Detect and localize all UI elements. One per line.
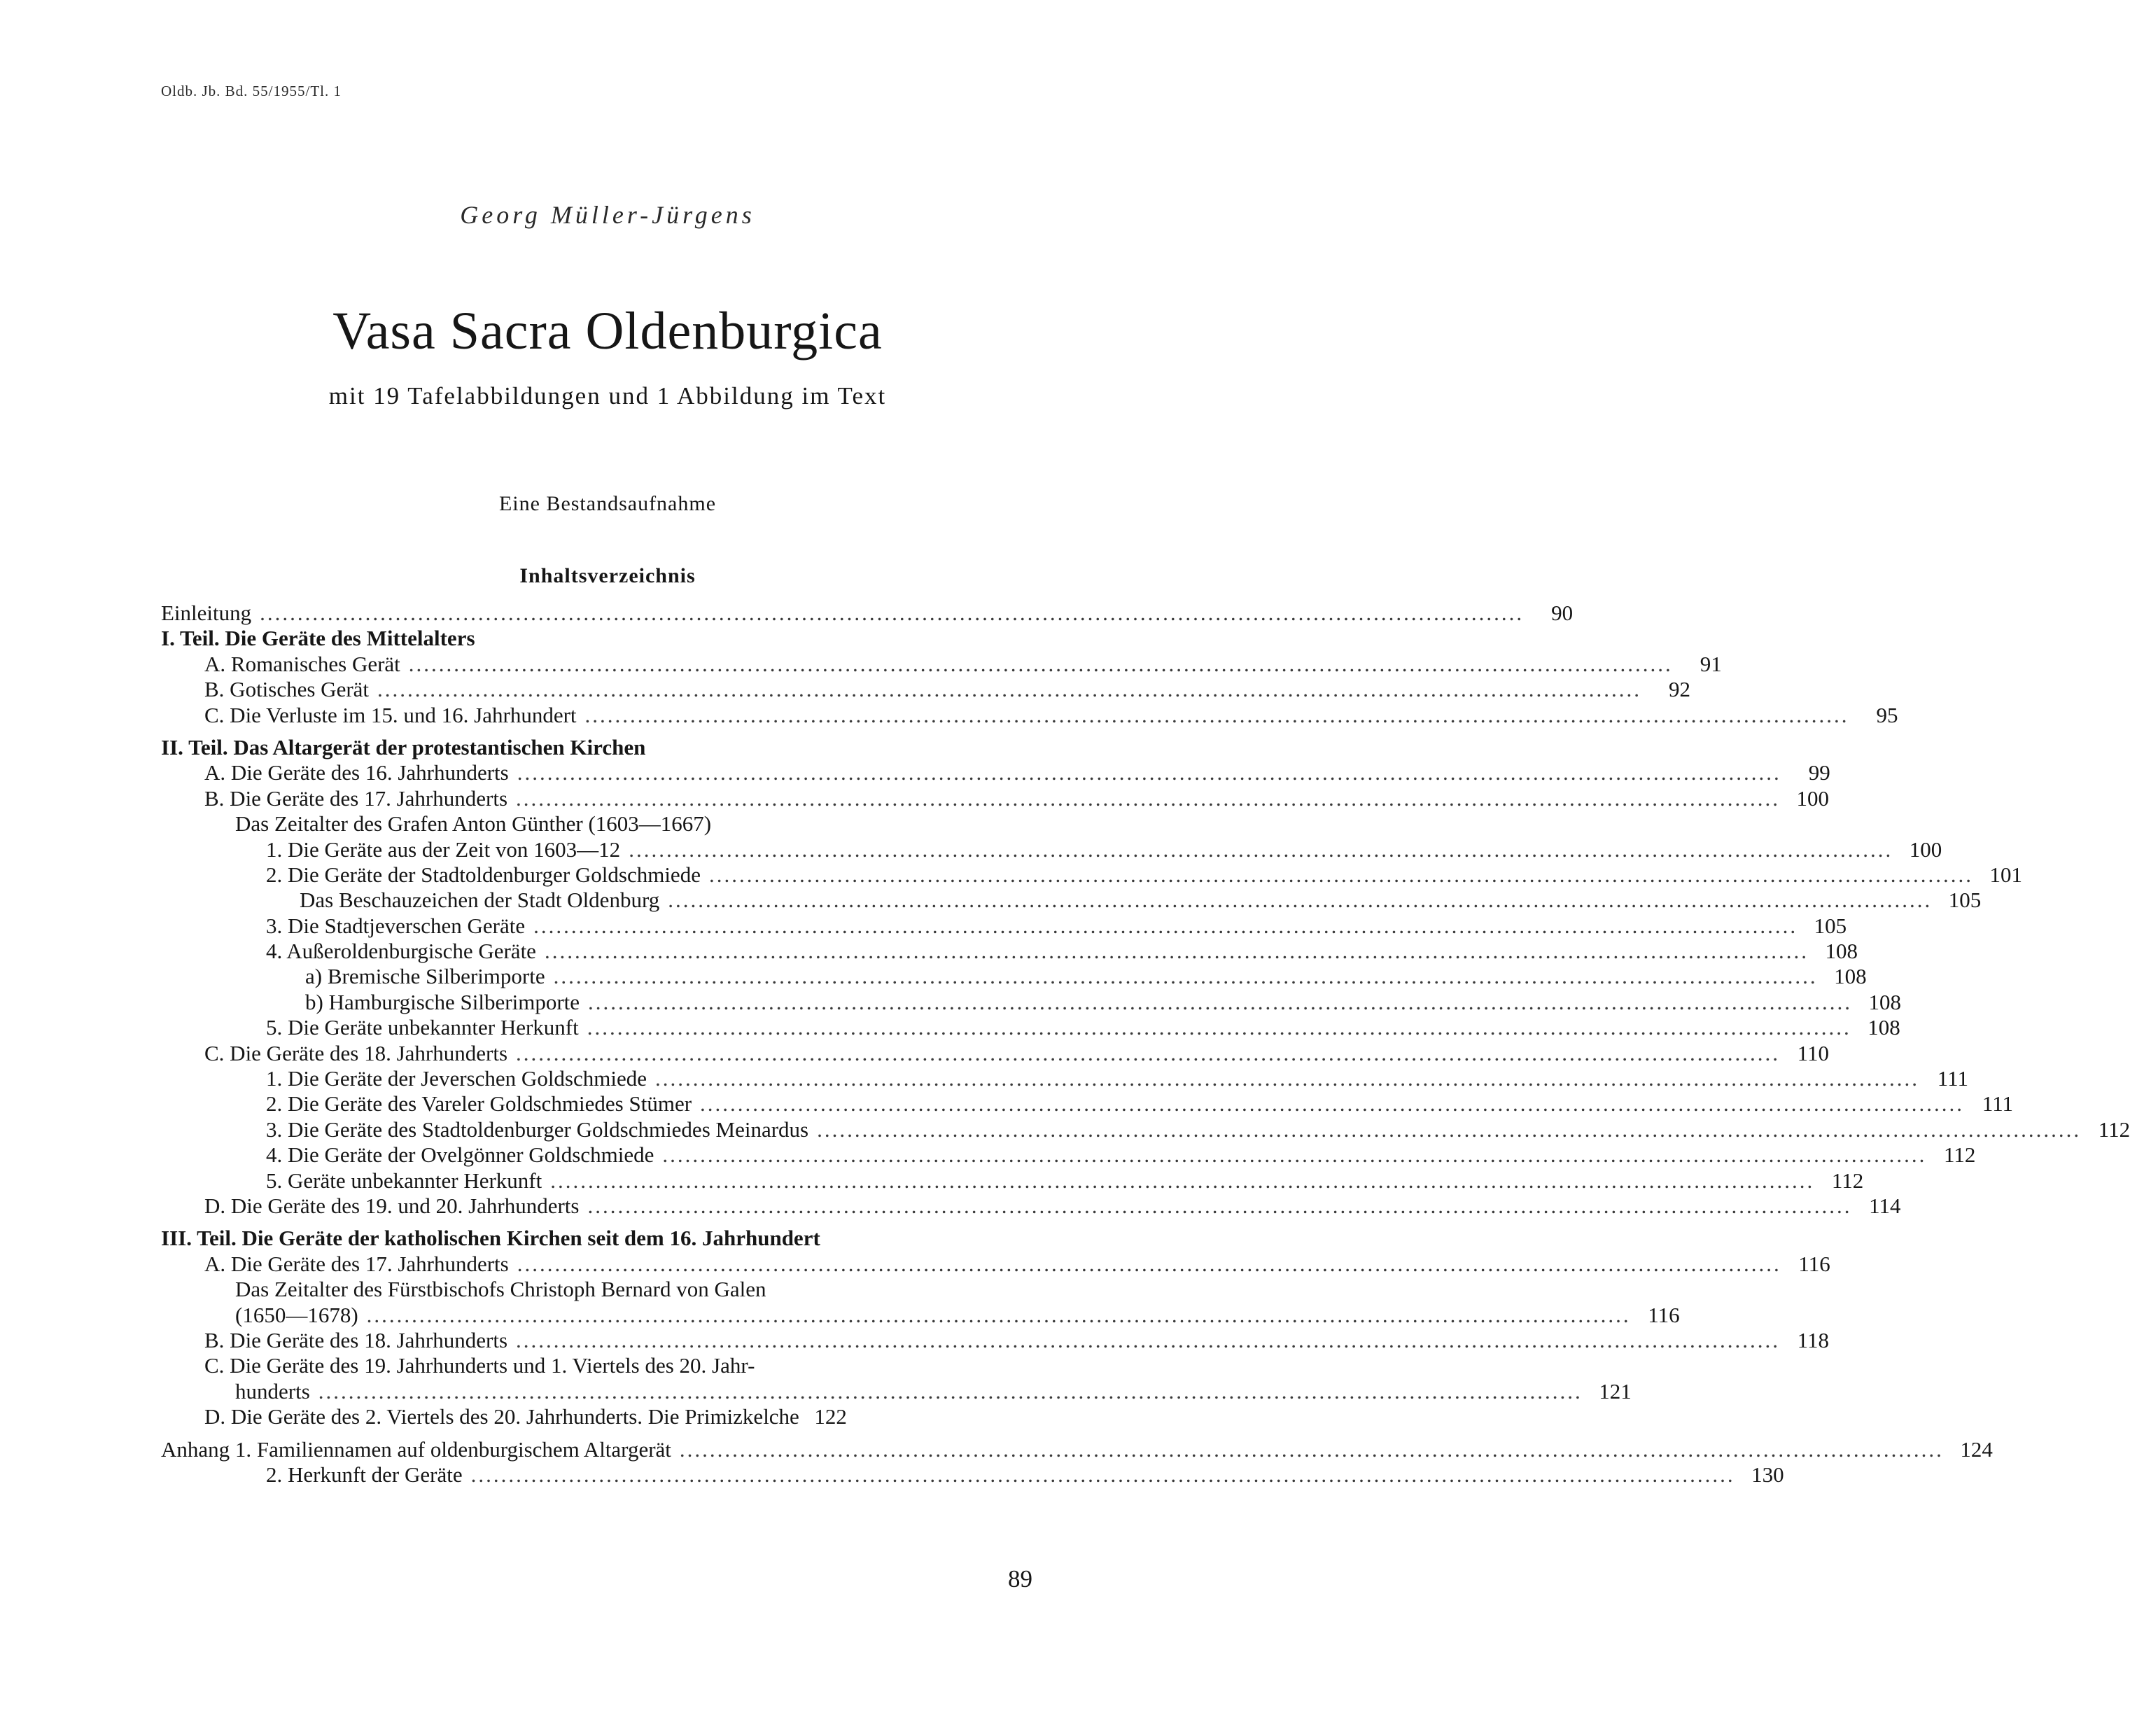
toc-entry-text: B. Die Geräte des 17. Jahrhunderts	[204, 785, 508, 811]
toc-entry-page: 100	[1796, 785, 1830, 811]
toc-entry	[161, 702, 1898, 728]
toc-leader-dots	[700, 1091, 1964, 1116]
toc-entry-text: B. Gotisches Gerät	[204, 677, 370, 702]
toc-entry	[161, 785, 1830, 811]
toc-leader-dots	[516, 1041, 1780, 1066]
toc-entry-page: 118	[1797, 1327, 1830, 1352]
toc-entry-page: 121	[1599, 1378, 1632, 1404]
toc-entry	[161, 1277, 1049, 1302]
toc-leader-dots	[533, 913, 1798, 939]
toc-entry-page: 112	[1944, 1142, 1976, 1168]
toc-entry-page: 108	[1868, 1015, 1900, 1040]
toc-entry	[161, 1436, 1993, 1462]
toc-leader-dots	[680, 1437, 1944, 1462]
toc-entry	[161, 760, 1830, 785]
toc-entry-page: 100	[1909, 836, 1942, 862]
toc-entry	[161, 1378, 1632, 1404]
toc-leader-dots	[554, 964, 1818, 989]
toc-entry	[161, 862, 2022, 888]
toc-leader-dots	[409, 652, 1673, 677]
toc-leader-dots	[471, 1462, 1735, 1488]
toc-entry	[161, 1251, 1830, 1277]
toc-entry	[161, 1462, 1784, 1488]
toc-entry	[161, 1353, 1049, 1378]
toc-entry-page: 91	[1700, 651, 1722, 676]
toc-entry-text: A. Die Geräte des 16. Jahrhunderts	[204, 760, 509, 785]
toc-leader-dots	[709, 862, 1973, 888]
toc-entry	[161, 811, 1049, 836]
toc-leader-dots	[517, 1252, 1781, 1277]
toc-entry-text: B. Die Geräte des 18. Jahrhunderts	[204, 1327, 508, 1352]
toc-entry	[161, 964, 1867, 989]
toc-part-heading	[161, 735, 1049, 760]
toc-entry-text: Das Zeitalter des Fürstbischofs Christoph Bernard von Galen	[235, 1277, 766, 1302]
toc-leader-dots	[545, 939, 1809, 964]
toc-entry-text: C. Die Geräte des 18. Jahrhunderts	[204, 1040, 508, 1065]
toc-leader-dots	[585, 703, 1849, 728]
toc-entry-text: I. Teil. Die Geräte des Mittelalters	[161, 626, 475, 651]
toc-entry-page: 90	[1551, 601, 1574, 625]
toc-entry-text: A. Die Geräte des 17. Jahrhunderts	[204, 1251, 509, 1276]
toc-entry	[161, 1142, 1976, 1168]
toc-entry-text: 2. Die Geräte des Vareler Goldschmiedes Stümer	[266, 1091, 692, 1116]
toc-part-heading	[161, 626, 1049, 651]
toc-entry-text: 3. Die Stadtjeverschen Geräte	[266, 913, 526, 938]
toc-entry-page: 108	[1825, 939, 1858, 964]
toc-leader-dots	[655, 1066, 1919, 1091]
toc-entry-text: 5. Die Geräte unbekannter Herkunft	[266, 1015, 579, 1040]
toc-leader-dots	[260, 601, 1524, 626]
toc-entry-page: 114	[1869, 1193, 1901, 1218]
toc-entry-page: 116	[1648, 1302, 1680, 1327]
toc-entry-text: 4. Die Geräte der Ovelgönner Goldschmiede	[266, 1142, 654, 1168]
toc-entry-page: 105	[1814, 913, 1847, 938]
table-of-contents	[161, 601, 2130, 1488]
toc-entry-page: 105	[1948, 888, 1982, 913]
toc-leader-dots	[318, 1379, 1583, 1404]
toc-part-heading	[161, 1226, 1049, 1251]
article-subtitle: mit 19 Tafelabbildungen und 1 Abbildung im Text	[328, 382, 887, 410]
toc-entry-page: 108	[1868, 989, 1902, 1014]
toc-entry-page: 108	[1834, 964, 1867, 989]
toc-entry-text: 1. Die Geräte der Jeverschen Goldschmiede	[266, 1066, 647, 1091]
toc-entry-text: Anhang 1. Familiennamen auf oldenburgischem Altargerät	[161, 1436, 671, 1462]
running-head: Oldb. Jb. Bd. 55/1955/Tl. 1	[161, 83, 342, 99]
toc-entry	[161, 1404, 1049, 1429]
toc-entry-text: hunderts	[235, 1378, 310, 1404]
toc-entry	[161, 1116, 2130, 1142]
toc-entry-text: C. Die Geräte des 19. Jahrhunderts und 1. Viertels des 20. Jahr-	[204, 1353, 755, 1378]
toc-leader-dots	[817, 1117, 2081, 1142]
toc-entry-page: 130	[1751, 1462, 1784, 1487]
toc-leader-dots	[629, 837, 1893, 862]
toc-leader-dots	[588, 990, 1852, 1015]
toc-leader-dots	[668, 888, 1932, 913]
toc-entry-text: D. Die Geräte des 19. und 20. Jahrhunderts	[204, 1193, 580, 1218]
toc-entry	[161, 651, 1722, 677]
toc-leader-dots	[516, 786, 1780, 811]
article-kicker: Eine Bestandsaufnahme	[498, 492, 717, 515]
toc-entry	[161, 989, 1902, 1015]
article-title: Vasa Sacra Oldenburgica	[332, 302, 883, 360]
toc-entry-text: C. Die Verluste im 15. und 16. Jahrhundert	[204, 702, 577, 727]
toc-entry-text: D. Die Geräte des 2. Viertels des 20. Jahrhunderts. Die Primizkelche	[204, 1404, 799, 1429]
toc-leader-dots	[367, 1303, 1631, 1328]
toc-entry	[161, 1168, 1864, 1194]
toc-entry	[161, 677, 1691, 702]
toc-entry-page: 111	[1982, 1091, 2014, 1116]
toc-leader-dots	[516, 1328, 1780, 1353]
toc-entry	[161, 836, 1942, 862]
toc-entry-text: a) Bremische Silberimporte	[305, 964, 545, 989]
toc-entry-page: 99	[1808, 760, 1830, 785]
toc-entry-text: 5. Geräte unbekannter Herkunft	[266, 1168, 542, 1193]
toc-entry-page: 95	[1876, 702, 1898, 727]
toc-entry-text: II. Teil. Das Altargerät der protestantischen Kirchen	[161, 734, 646, 760]
toc-entry	[161, 1327, 1830, 1353]
toc-entry	[161, 1015, 1900, 1040]
toc-entry-text: 1. Die Geräte aus der Zeit von 1603—12	[266, 836, 621, 862]
toc-leader-dots	[662, 1142, 1926, 1168]
toc-leader-dots	[550, 1168, 1814, 1194]
toc-entry-text: b) Hamburgische Silberimporte	[305, 989, 580, 1014]
toc-leader-dots	[517, 760, 1781, 785]
toc-entry-page: 101	[1989, 862, 2022, 887]
toc-entry-page: 124	[1960, 1436, 1993, 1462]
toc-entry	[161, 939, 1858, 964]
toc-entry-page: 110	[1797, 1040, 1830, 1065]
toc-entry-text: III. Teil. Die Geräte der katholischen Kirchen seit dem 16. Jahrhundert	[161, 1226, 820, 1251]
toc-entry	[161, 601, 1574, 626]
toc-entry-text: A. Romanisches Gerät	[204, 651, 400, 676]
toc-entry-page: 116	[1798, 1251, 1830, 1276]
toc-entry	[161, 913, 1847, 939]
toc-entry-text: Einleitung	[161, 601, 252, 625]
toc-entry-page: 112	[1831, 1168, 1864, 1193]
toc-entry-text: 4. Außeroldenburgische Geräte	[266, 939, 536, 964]
toc-entry-page: 122	[814, 1404, 847, 1429]
toc-entry-text: Das Beschauzeichen der Stadt Oldenburg	[300, 888, 660, 913]
toc-leader-dots	[377, 677, 1641, 702]
toc-entry	[161, 1193, 1901, 1219]
toc-entry-page: 92	[1669, 677, 1691, 702]
toc-entry	[161, 1066, 1968, 1091]
toc-entry	[161, 1091, 2014, 1116]
author-name: Georg Müller-Jürgens	[460, 201, 755, 229]
toc-entry-text: Das Zeitalter des Grafen Anton Günther (1603—1667)	[235, 811, 712, 836]
toc-entry	[161, 1040, 1830, 1066]
toc-entry	[161, 1302, 1680, 1328]
toc-entry-page: 111	[1937, 1066, 1968, 1091]
toc-entry-text: 2. Die Geräte der Stadtoldenburger Goldschmiede	[266, 862, 701, 887]
toc-entry	[161, 888, 1982, 913]
toc-entry-text: (1650—1678)	[235, 1302, 358, 1327]
toc-leader-dots	[587, 1015, 1851, 1040]
toc-heading: Inhaltsverzeichnis	[519, 564, 696, 587]
toc-entry-page: 112	[2098, 1116, 2130, 1142]
toc-leader-dots	[587, 1194, 1851, 1219]
toc-entry-text: 3. Die Geräte des Stadtoldenburger Goldschmiedes Meinardus	[266, 1116, 809, 1142]
page-number: 89	[1008, 1565, 1032, 1592]
toc-entry-text: 2. Herkunft der Geräte	[266, 1462, 463, 1487]
